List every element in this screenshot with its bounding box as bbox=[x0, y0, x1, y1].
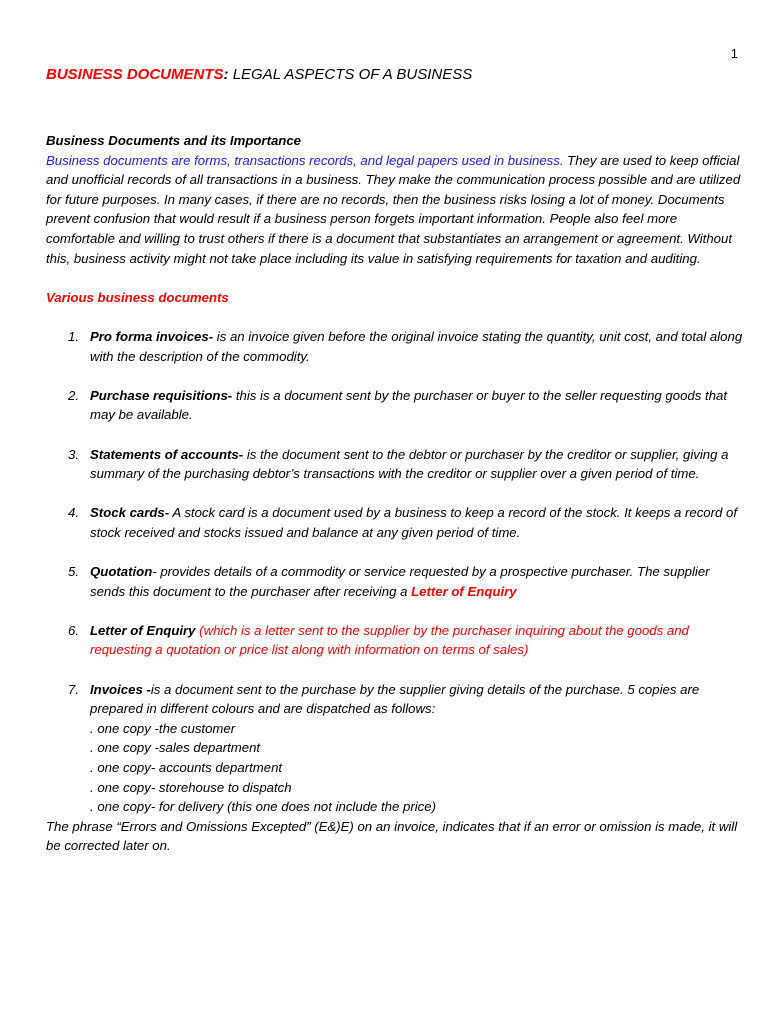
list-item bbox=[46, 562, 746, 601]
list-item bbox=[46, 680, 746, 817]
list-item bbox=[46, 503, 746, 542]
item-term: Quotation bbox=[90, 564, 153, 580]
item-term: Letter of Enquiry bbox=[90, 622, 196, 638]
invoice-copy: . one copy -sales department bbox=[90, 740, 261, 756]
title-colon: : bbox=[223, 66, 229, 83]
list-number: 1. bbox=[68, 328, 79, 344]
invoice-copy: . one copy- accounts department bbox=[90, 760, 283, 775]
list-number: 2. bbox=[68, 387, 79, 403]
invoice-copy: . one copy -the customer bbox=[90, 720, 236, 736]
invoice-copy: . one copy- storehouse to dispatch bbox=[90, 779, 292, 795]
intro-heading: Business Documents and its Importance bbox=[46, 133, 302, 148]
documents-list bbox=[46, 327, 746, 817]
section-heading: Various business documents bbox=[46, 289, 229, 305]
list-number: 7. bbox=[68, 681, 79, 697]
list-item bbox=[46, 386, 746, 425]
footer-note: The phrase “Errors and Omissions Excepted” (E&)E) on an invoice, indicates that if an error or omission is made, it will be corrected later on. bbox=[46, 818, 738, 854]
item-term: Statements of accounts- bbox=[90, 446, 244, 462]
invoice-copy: . one copy- for delivery (this one does not include the price) bbox=[90, 799, 436, 815]
list-number: 5. bbox=[68, 564, 79, 580]
item-term: Stock cards- bbox=[90, 505, 170, 521]
item-text: this is a document sent by the purchaser or buyer to the seller requesting goods that may be available. bbox=[90, 387, 727, 423]
item-text: A stock card is a document used by a business to keep a record of the stock. It keeps a record of stock received and stocks issued and balance at any given period of time. bbox=[90, 505, 738, 540]
document-body bbox=[46, 131, 746, 856]
list-item bbox=[46, 621, 746, 660]
item-text: is an invoice given before the original invoice stating the quantity, unit cost, and total along with the description of the commodity. bbox=[90, 328, 743, 364]
document-title bbox=[46, 66, 472, 83]
item-text: is the document sent to the debtor or purchaser by the creditor or supplier, giving a summary of the purchasing debtor’s transactions with the creditor or supplier over a given period of time. bbox=[90, 446, 729, 482]
item-term: Purchase requisitions- bbox=[90, 387, 233, 403]
item-term: Pro forma invoices- bbox=[90, 328, 214, 344]
intro-text: They are used to keep official and unofficial records of all transactions in a business. They make the communication process possible and are utilized for future purposes. In many cases, if there are no records, then the business risks losing a lot of money. Documents prevent confusion that would result if a business person forgets important information. People also feel more comfortable and willing to trust others if there is a document that substantiates an arrangement or agreement. Without this, business activity might not take place including its value in satisfying requirements for taxation and auditing. bbox=[46, 152, 741, 266]
title-highlight: BUSINESS DOCUMENTS bbox=[46, 66, 224, 83]
item-text: - provides details of a commodity or service requested by a prospective purchaser. The supplier sends this document to the purchaser after receiving a bbox=[90, 564, 710, 599]
list-item bbox=[46, 327, 746, 366]
item-text: (which is a letter sent to the supplier by the purchaser inquiring about the goods and requesting a quotation or price list along with information on terms of sales) bbox=[90, 622, 689, 658]
intro-definition: Business documents are forms, transactions records, and legal papers used in business. bbox=[46, 152, 564, 168]
page-number: 1 bbox=[730, 46, 738, 61]
list-number: 6. bbox=[68, 622, 79, 638]
title-rest: LEGAL ASPECTS OF A BUSINESS bbox=[228, 66, 473, 83]
intro-paragraph bbox=[46, 151, 746, 269]
item-text: is a document sent to the purchase by the supplier giving details of the purchase. 5 copies are prepared in different colours and are dispatched as follows: bbox=[90, 681, 700, 717]
letter-of-enquiry-reference: Letter of Enquiry bbox=[411, 583, 517, 599]
list-item bbox=[46, 445, 746, 484]
item-term: Invoices - bbox=[90, 681, 151, 697]
list-number: 3. bbox=[68, 446, 79, 462]
list-number: 4. bbox=[68, 505, 79, 521]
